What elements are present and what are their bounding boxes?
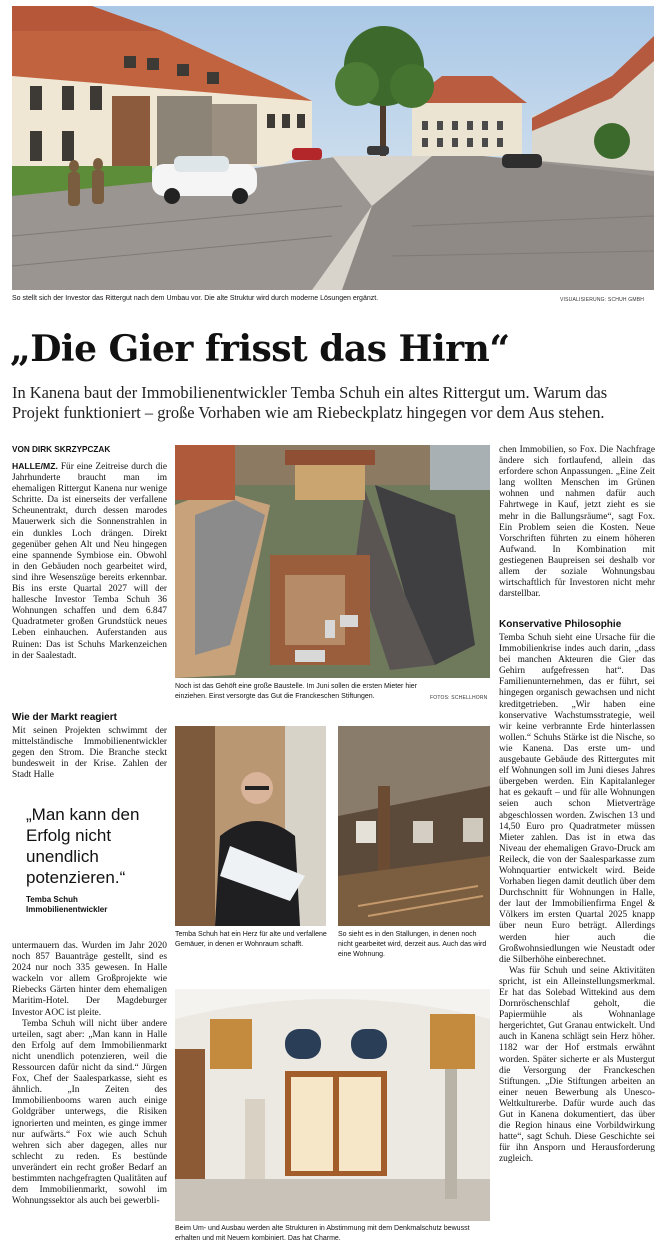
dateline: HALLE/MZ. xyxy=(12,461,58,471)
hero-caption: So stellt sich der Investor das Rittergut nach dem Umbau vor. Die alte Struktur wird durch moderne Lösungen ergänzt. xyxy=(12,295,379,302)
pull-quote-name: Temba Schuh xyxy=(26,895,78,904)
col1-paragraph-4: Temba Schuh will nicht über andere urteilen, sagt aber: „Man kann in Halle den Erfolg auf dem Immobilienmarkt nicht unendlich potenzieren, weil die Ressourcen dafür nicht da sind.“ Jürgen Fox, Chef der Saalesparkasse, sieht es ähnlich. „In Zeiten des Immobilienbooms waren auch einige Goldgräber unterwegs, die Risiken ignorierten und meinten, es ginge immer nur aufwärts.“ Fox wie auch Schuh wehren sich aber dagegen, alles nur schlecht zu reden. Es bestünde unverändert ein recht großer Bedarf an bestimmten nachgefragten Qualitäten auf dem Immobilienmarkt, sowohl im Wohnungssektor als auch bei gewerbli- xyxy=(12,1018,167,1207)
column-3-bottom xyxy=(499,633,655,1166)
byline: VON DIRK SKRZYPCZAK xyxy=(12,445,111,454)
subhead-markt: Wie der Markt reagiert xyxy=(12,712,117,723)
portrait-caption: Temba Schuh hat ein Herz für alte und verfallene Gemäuer, in denen er Wohnraum schafft. xyxy=(175,931,327,948)
subhead-philosophie: Konservative Philosophie xyxy=(499,619,622,630)
col1-paragraph-1: Für eine Zeitreise durch die Jahrhunderte braucht man im ehemaligen Rittergut Kanena nur wenige Schritte. Da ist einerseits der verfallene Scheunentrakt, durch dessen marodes Mauerwerk sich die Sonnenstrahlen in ein dunkles Loch drängen. Direkt gegenüber gehen Alt und Neu hingegen eine spannende Symbiose ein. Obwohl in den Gebäuden noch gearbeitet wird, sind ihre Wesenszüge bereits erkennbar. Bis ins erste Quartal 2027 will der hallesche Investor Temba Schuh 36 Wohnungen schaffen und dem 6.847 Quadratmeter großen Grundstück neues Leben einhauchen. Auferstanden aus Ruinen: Das ist Schuhs Markenzeichen in der Saalestadt. xyxy=(12,462,167,661)
col3-paragraph-2: Temba Schuh sieht eine Ursache für die Immobilienkrise indes auch darin, „dass bei manchen Akteuren die Gier das Gehirn aufgefressen hat“. Das Familienunternehmen, das er führt, sei hingegen organisch gewachsen und nicht kreditgetrieben. „Wir haben eine konservative Wachstumsstrategie, weil wir keine verbrannte Erde hinterlassen wollen.“ Schuhs Stärke ist die Nische, so wie Kanena. Das erste um- und ausgebaute Gebäude des Rittergutes mit elf Wohnungen soll im Juni dieses Jahres übergeben werden. Ein Kapitalanleger hat es gekauft – und für alle Wohnungen seien auch schon Mietverträge abgeschlossen worden. Zwischen 13 und 14,50 Euro pro Quadratmeter müssen Mieter zahlen. Das ist in etwa das Niveau der ehemaligen Gravo-Druck am Reileck, die von der Saalesparkasse zum Wohnquartier entwickelt wird. Beide Vorhaben liegen damit deutlich über dem Durchschnitt für Wohnungen in Halle, der laut der Immobilienfirma Engel & Völkers im ersten Quartal 2025 knapp über neun Euro beträgt. Allerdings werden hier auch die Großwohnsiedlungen wie Neustadt oder die Silberhöhe einberechnet. xyxy=(499,633,655,965)
col1-paragraph-2: Mit seinen Projekten schwimmt der mittelständische Immobilienentwickler gegen den Strom. Die Branche steckt bundesweit in der Krise. Zahlen der Stadt Halle xyxy=(12,726,167,781)
aerial-credit: FOTOS: SCHELLHORN xyxy=(430,695,488,701)
stable-interior-photo xyxy=(338,726,490,926)
headline: „Die Gier frisst das Hirn“ xyxy=(10,328,510,370)
col1-paragraph-3: untermauern das. Wurden im Jahr 2020 noch 857 Bauanträge gestellt, sind es 2024 nur noch 335 gewesen. In Halle wackeln vor allem Großprojekte wie Riebecks Gärten hinter dem ehemaligen Maritim-Hotel. Der Magdeburger Investor AOC ist pleite. xyxy=(12,941,167,1018)
dek: In Kanena baut der Immobilienentwickler Temba Schuh ein altes Rittergut um. Warum das Projekt funktioniert – große Vorhaben wie am Riebeckplatz hingegen vor dem Aus stehen. xyxy=(12,383,608,422)
interior-caption: Beim Um- und Ausbau werden alte Strukturen in Abstimmung mit dem Denkmalschutz bewusst erhalten und mit Neuem kombiniert. Das hat Charme. xyxy=(175,1225,470,1242)
column-1-bottom xyxy=(12,941,167,1207)
col3-paragraph-3: Was für Schuh und seine Aktivitäten spricht, ist ein Alleinstellungsmerkmal. Er hat das Solebad Wittekind aus dem Dornröschenschlaf geholt, die Papiermühle als Wohnanlage hergerichtet, Gut Granau entwickelt. Und auch in Kanena schlägt sein Herz höher. 1182 war der Hof erstmals erwähnt worden. Später sicherte er als Mustergut die Versorgung der Franckeschen Stiftungen. „Die Stiftungen arbeiten an einer neuen Bewerbung als Unesco-Weltkulturerbe. Dafür wurde auch das Gut in Kanena dokumentiert, das über die Region hinaus eine Vorbildwirkung hatte“, sagt Schuh. Diese Geschichte sei für ihn Ansporn und Herausforderung zugleich. xyxy=(499,965,655,1165)
pull-quote-text: „Man kann den Erfolg nicht unendlich potenzieren.“ xyxy=(26,805,140,887)
interior-renovation-photo xyxy=(175,989,490,1221)
aerial-construction-photo xyxy=(175,445,490,678)
col3-paragraph-1: chen Immobilien, so Fox. Die Nachfrage ändere sich fortlaufend, allein das erfordere schon Anpassungen. „Eine Zeit lang wollten Menschen im Grünen wohnen und nahmen dafür auch Fahrtwege in Kauf, jetzt zieht es sie mehr in die Ballungsräume“, sagt Fox. Ein Problem seien die Kosten. Neue Vorschriften führten zu einem höheren Aufwand. In Kombination mit gestiegenen Baupreisen sei deshalb vor allem der soziale Wohnungsbau wirtschaftlich für Investoren nicht mehr darstellbar. xyxy=(499,445,655,600)
pull-quote xyxy=(12,796,172,936)
hero-rendering-image xyxy=(12,6,654,290)
stable-caption: So sieht es in den Stallungen, in denen noch nicht gearbeitet wird, derzeit aus. Auch das wird eine Wohnung. xyxy=(338,931,487,958)
aerial-caption: Noch ist das Gehöft eine große Baustelle. Im Juni sollen die ersten Mieter hier einziehen. Einst versorgte das Gut die Franckeschen Stiftungen. xyxy=(175,683,418,700)
hero-credit: VISUALISIERUNG: SCHUH GMBH xyxy=(560,297,645,303)
portrait-photo-temba-schuh xyxy=(175,726,326,926)
pull-quote-role: Immobilienentwickler xyxy=(26,905,108,914)
column-1-top xyxy=(12,461,167,662)
